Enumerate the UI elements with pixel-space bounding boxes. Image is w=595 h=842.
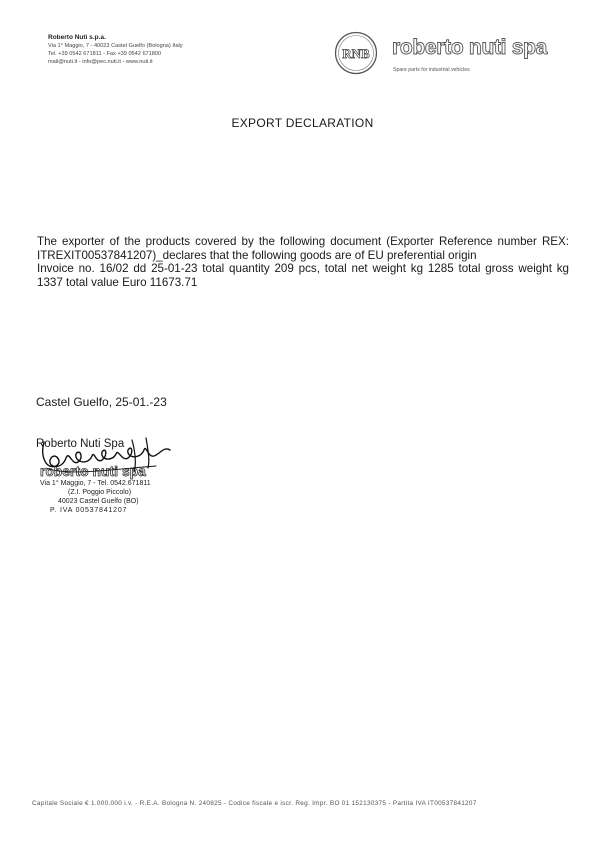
- letterhead-company-name: Roberto Nuti s.p.a.: [48, 34, 106, 41]
- logo-wordmark: roberto nuti spa: [392, 36, 548, 59]
- handwritten-signature: [36, 436, 186, 496]
- svg-text:RNB: RNB: [342, 46, 370, 61]
- letterhead-email: mail@nuti.it - info@pec.nuti.it - www.nuti.it: [48, 59, 153, 65]
- declaration-paragraph: The exporter of the products covered by the following document (Exporter Reference number REX: ITREXIT00537841207)_declares that the following goods are of EU preferential origin: [37, 235, 569, 262]
- rnb-seal-icon: [334, 31, 378, 75]
- stamp-zone: (Z.I. Poggio Piccolo): [68, 489, 132, 496]
- letterhead-address: Via 1° Maggio, 7 - 40023 Castel Guelfo (Bologna) Italy: [48, 43, 183, 49]
- logo-tagline: Spare parts for industrial vehicles: [393, 67, 470, 73]
- declaration-body: [37, 235, 569, 289]
- legal-footer: Capitale Sociale € 1.000.000 i.v. - R.E.A. Bologna N. 240825 - Codice fiscale e iscr. Reg. Impr. BO 01 152130375 - Partita IVA IT00537841207: [32, 800, 477, 807]
- invoice-details: Invoice no. 16/02 dd 25-01-23 total quantity 209 pcs, total net weight kg 1285 total gross weight kg 1337 total value Euro 11673.71: [37, 262, 569, 289]
- place-and-date: Castel Guelfo, 25-01.-23: [36, 395, 167, 409]
- letterhead-contact-block: [48, 33, 278, 66]
- company-logo: [334, 31, 574, 79]
- stamp-vat: P. IVA 00537841207: [50, 507, 128, 514]
- signatory-name: Roberto Nuti Spa: [36, 438, 125, 450]
- stamp-address: Via 1° Maggio, 7 - Tel. 0542.671811: [40, 480, 151, 487]
- stamp-company-name: roberto nuti spa: [40, 464, 146, 479]
- stamp-city: 40023 Castel Guelfo (BO): [58, 498, 139, 505]
- letterhead-phone: Tel. +39 0542 671811 - Fax +39 0542 671800: [48, 51, 162, 57]
- page-title: EXPORT DECLARATION: [231, 116, 374, 130]
